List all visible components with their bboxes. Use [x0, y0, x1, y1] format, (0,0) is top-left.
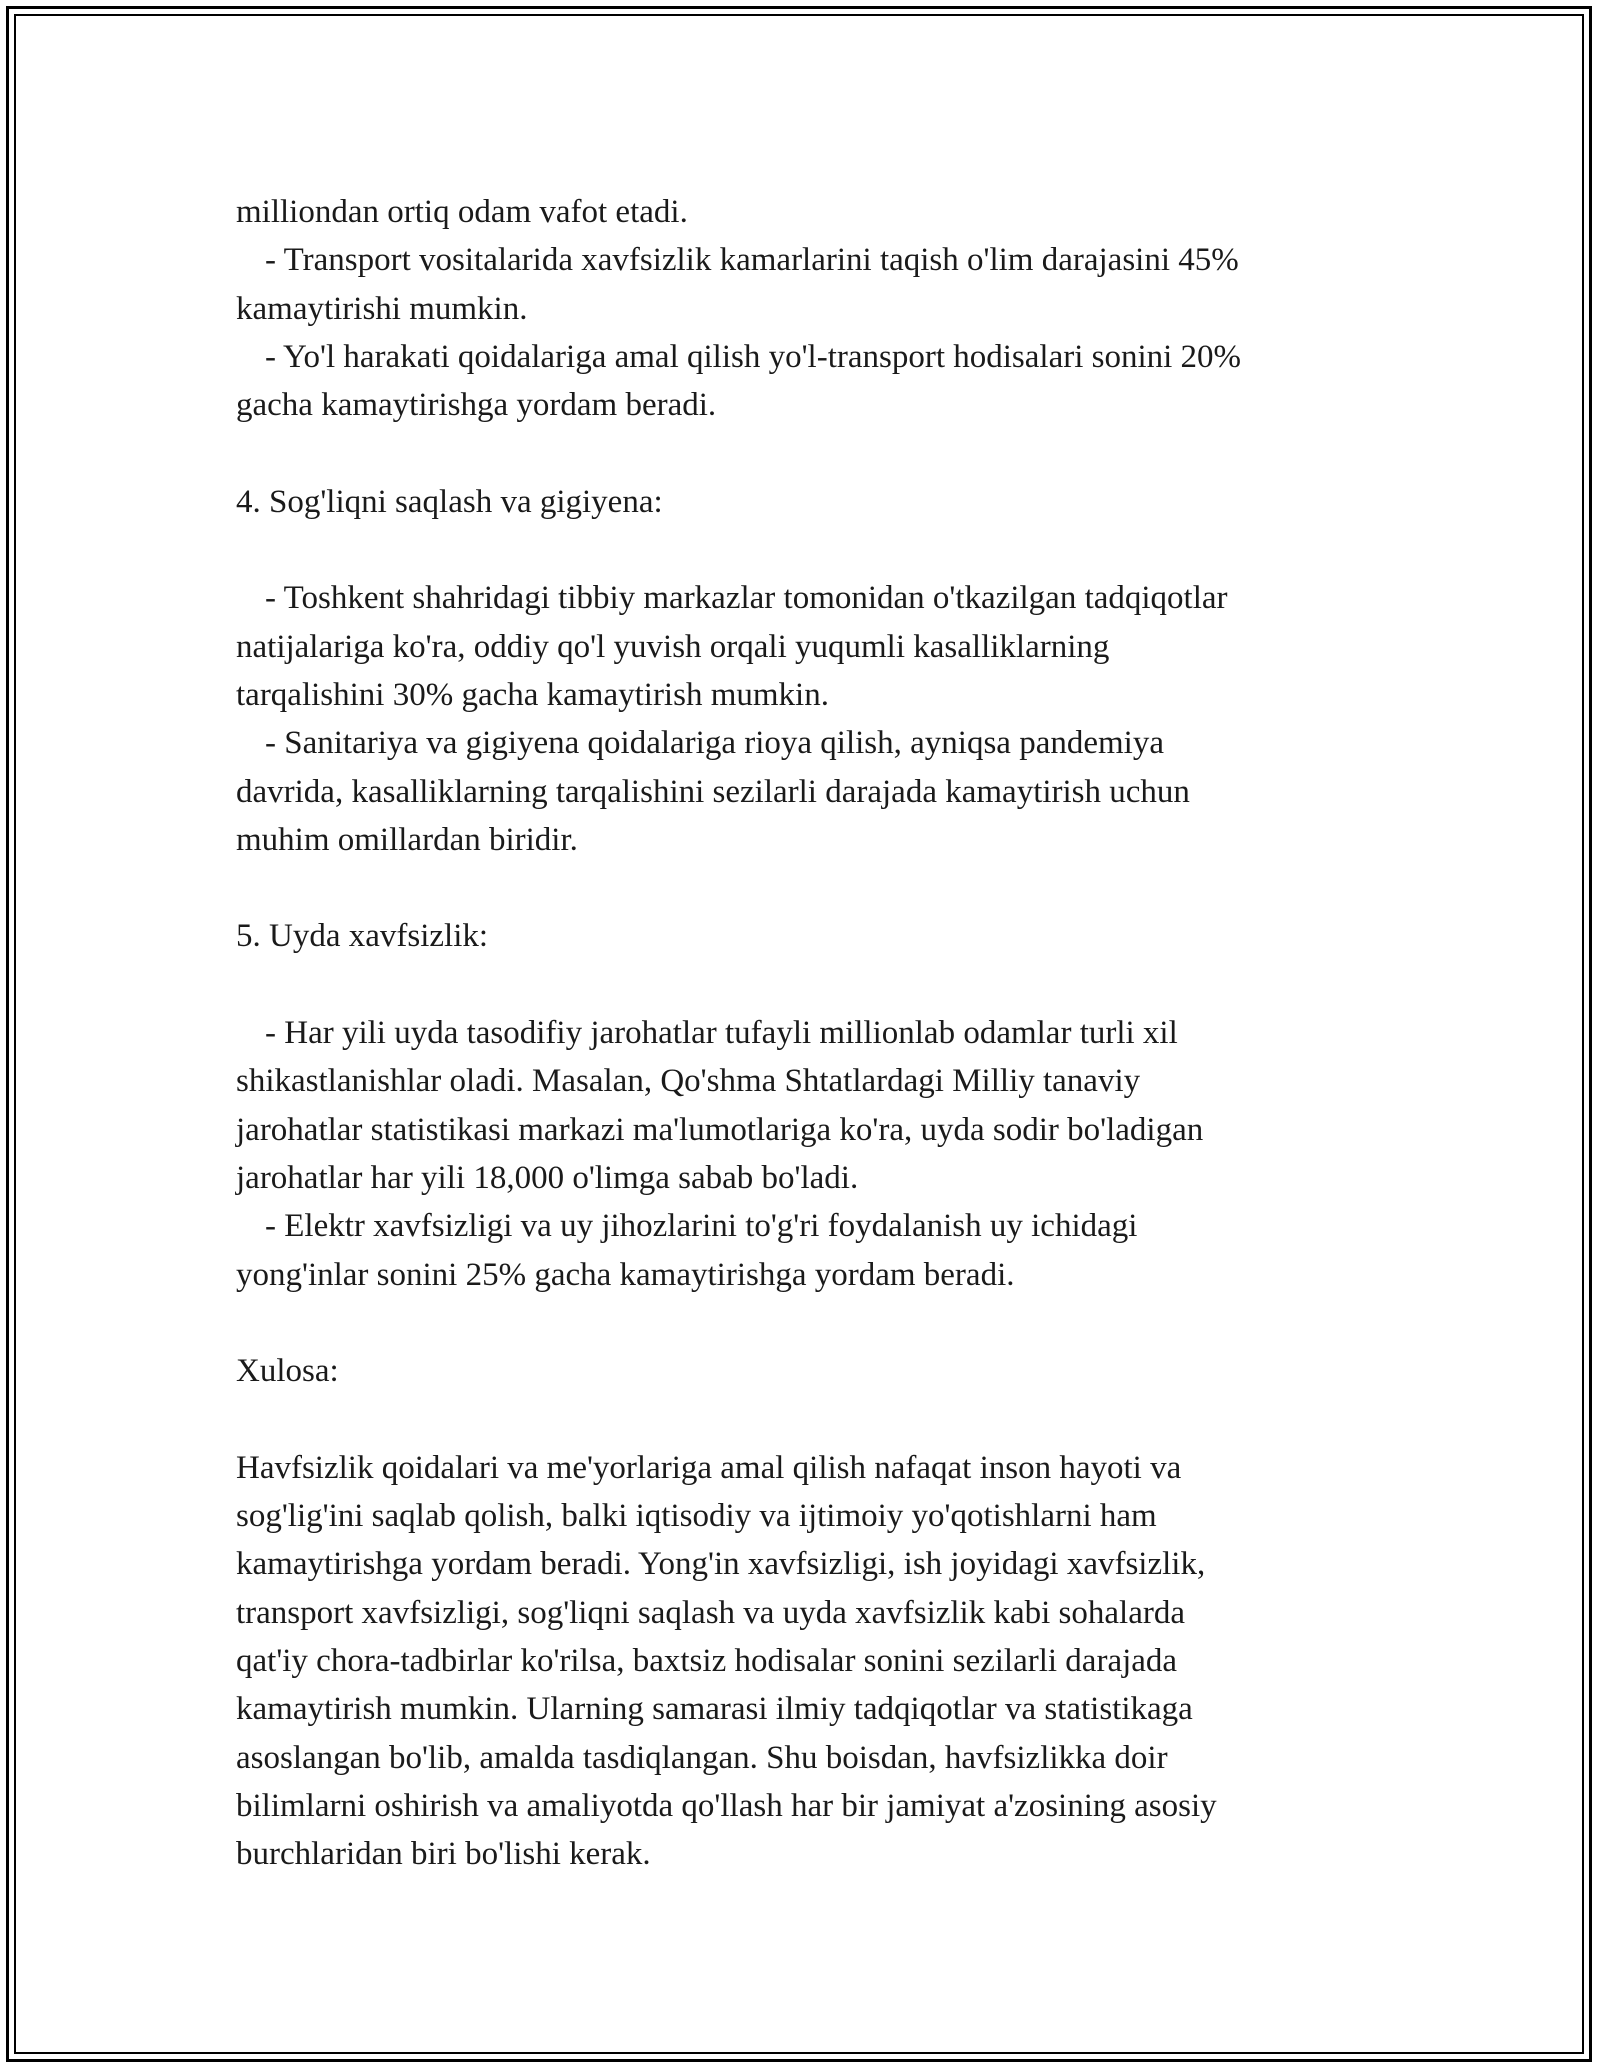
blank-line — [236, 961, 1376, 1009]
text-line: davrida, kasalliklarning tarqalishini sezilarli darajada kamaytirish uchun — [236, 773, 1190, 810]
text-line: Xulosa: — [236, 1353, 339, 1390]
text-line: jarohatlar statistikasi markazi ma'lumotlariga ko'ra, uyda sodir bo'ladigan — [236, 1111, 1204, 1148]
text-line: 5. Uyda xavfsizlik: — [236, 918, 489, 955]
text-line: yong'inlar sonini 25% gacha kamaytirishga yordam beradi. — [236, 1256, 1015, 1293]
text-line: milliondan ortiq odam vafot etadi. — [236, 194, 688, 230]
text-line: - Toshkent shahridagi tibbiy markazlar tomonidan o'tkazilgan tadqiqotlar — [265, 580, 1228, 617]
text-line: 4. Sog'liqni saqlash va gigiyena: — [236, 483, 663, 520]
blank-line — [236, 526, 1376, 574]
text-line: natijalariga ko'ra, oddiy qo'l yuvish orqali yuqumli kasalliklarning — [236, 628, 1110, 665]
blank-line — [236, 1299, 1376, 1347]
text-line: qat'iy chora-tadbirlar ko'rilsa, baxtsiz hodisalar sonini sezilarli darajada — [236, 1642, 1178, 1679]
text-line: sog'lig'ini saqlab qolish, balki iqtisodiy va ijtimoiy yo'qotishlarni ham — [236, 1498, 1157, 1535]
blank-line — [236, 429, 1376, 477]
text-line: shikastlanishlar oladi. Masalan, Qo'shma Shtatlardagi Milliy tanaviy — [236, 1063, 1141, 1100]
text-line: muhim omillardan biridir. — [236, 821, 578, 858]
blank-line — [236, 1395, 1376, 1443]
text-line: kamaytirishi mumkin. — [236, 290, 528, 327]
text-line: - Har yili uyda tasodifiy jarohatlar tufayli millionlab odamlar turli xil — [265, 1015, 1178, 1052]
text-line: bilimlarni oshirish va amaliyotda qo'llash har bir jamiyat a'zosining asosiy — [236, 1787, 1217, 1824]
text-line: Havfsizlik qoidalari va me'yorlariga amal qilish nafaqat inson hayoti va — [236, 1449, 1182, 1486]
text-line: transport xavfsizligi, sog'liqni saqlash va uyda xavfsizlik kabi sohalarda — [236, 1594, 1185, 1631]
text-line: - Sanitariya va gigiyena qoidalariga rioya qilish, ayniqsa pandemiya — [265, 725, 1164, 762]
text-line: asoslangan bo'lib, amalda tasdiqlangan. Shu boisdan, havfsizlikka doir — [236, 1739, 1168, 1776]
text-line: - Transport vositalarida xavfsizlik kamarlarini taqish o'lim darajasini 45% — [265, 242, 1239, 279]
blank-line — [236, 864, 1376, 912]
text-line: tarqalishini 30% gacha kamaytirish mumkin. — [236, 676, 829, 713]
text-line: - Yo'l harakati qoidalariga amal qilish yo'l-transport hodisalari sonini 20% — [265, 338, 1242, 375]
text-line: kamaytirish mumkin. Ularning samarasi ilmiy tadqiqotlar va statistikaga — [236, 1691, 1193, 1728]
text-line: kamaytirishga yordam beradi. Yong'in xavfsizligi, ish joyidagi xavfsizlik, — [236, 1546, 1206, 1583]
text-line: jarohatlar har yili 18,000 o'limga sabab bo'ladi. — [236, 1159, 859, 1196]
text-line: gacha kamaytirishga yordam beradi. — [236, 387, 717, 424]
text-line: - Elektr xavfsizligi va uy jihozlarini to'g'ri foydalanish uy ichidagi — [265, 1208, 1138, 1245]
document-body — [236, 188, 1376, 1878]
text-line: burchlaridan biri bo'lishi kerak. — [236, 1836, 651, 1873]
